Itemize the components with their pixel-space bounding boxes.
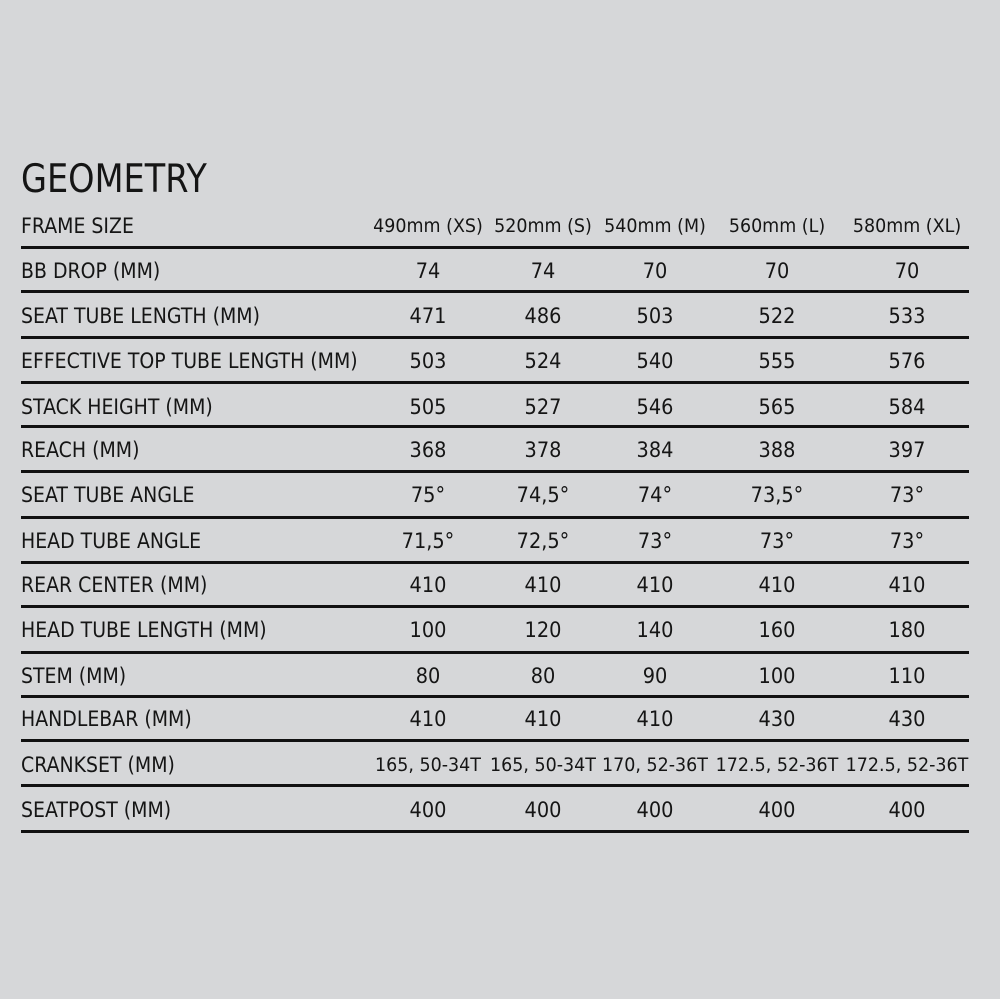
cell-value: 70: [642, 259, 668, 283]
cell-value: 140: [636, 618, 674, 642]
cell-value: 505: [409, 395, 447, 419]
row-divider: [21, 381, 969, 384]
cell-value: 73°: [889, 483, 925, 507]
cell-value: 410: [888, 573, 926, 597]
cell-value: 71,5°: [401, 529, 455, 553]
cell-value: 74,5°: [516, 483, 570, 507]
frame-size-label: FRAME SIZE: [21, 214, 134, 238]
row-label: HANDLEBAR (MM): [21, 707, 192, 731]
size-header: 560mm (L): [728, 215, 826, 237]
cell-value: 378: [524, 438, 562, 462]
row-divider: [21, 561, 969, 564]
cell-value: 400: [888, 798, 926, 822]
row-label: STEM (MM): [21, 664, 127, 688]
cell-value: 80: [415, 664, 441, 688]
cell-value: 172.5, 52-36T: [715, 754, 839, 776]
row-divider: [21, 739, 969, 742]
cell-value: 410: [409, 573, 447, 597]
row-divider: [21, 695, 969, 698]
row-label: CRANKSET (MM): [21, 753, 175, 777]
cell-value: 165, 50-34T: [490, 754, 596, 776]
cell-value: 388: [758, 438, 796, 462]
size-header: 520mm (S): [494, 215, 592, 237]
cell-value: 90: [642, 664, 668, 688]
row-divider: [21, 246, 969, 249]
row-divider: [21, 605, 969, 608]
row-label: EFFECTIVE TOP TUBE LENGTH (MM): [21, 349, 358, 373]
cell-value: 471: [409, 304, 447, 328]
cell-value: 400: [409, 798, 447, 822]
cell-value: 533: [888, 304, 926, 328]
row-label: REAR CENTER (MM): [21, 573, 208, 597]
row-label: SEAT TUBE LENGTH (MM): [21, 304, 260, 328]
cell-value: 410: [636, 573, 674, 597]
cell-value: 368: [409, 438, 447, 462]
cell-value: 410: [758, 573, 796, 597]
cell-value: 524: [524, 349, 562, 373]
cell-value: 584: [888, 395, 926, 419]
cell-value: 400: [524, 798, 562, 822]
cell-value: 120: [524, 618, 562, 642]
page-title: GEOMETRY: [21, 157, 207, 202]
row-divider: [21, 470, 969, 473]
cell-value: 110: [888, 664, 926, 688]
row-label: SEATPOST (MM): [21, 798, 172, 822]
row-label: HEAD TUBE ANGLE: [21, 529, 202, 553]
cell-value: 503: [409, 349, 447, 373]
row-label: HEAD TUBE LENGTH (MM): [21, 618, 267, 642]
cell-value: 100: [409, 618, 447, 642]
cell-value: 400: [636, 798, 674, 822]
cell-value: 410: [524, 573, 562, 597]
row-label: SEAT TUBE ANGLE: [21, 483, 195, 507]
row-divider: [21, 290, 969, 293]
cell-value: 555: [758, 349, 796, 373]
cell-value: 503: [636, 304, 674, 328]
size-header: 540mm (M): [604, 215, 706, 237]
cell-value: 75°: [410, 483, 446, 507]
cell-value: 172.5, 52-36T: [845, 754, 969, 776]
row-divider: [21, 830, 969, 833]
cell-value: 73°: [889, 529, 925, 553]
cell-value: 74: [415, 259, 441, 283]
cell-value: 74: [530, 259, 556, 283]
cell-value: 80: [530, 664, 556, 688]
cell-value: 410: [636, 707, 674, 731]
cell-value: 400: [758, 798, 796, 822]
row-divider: [21, 651, 969, 654]
cell-value: 73°: [637, 529, 673, 553]
row-label: BB DROP (MM): [21, 259, 161, 283]
cell-value: 486: [524, 304, 562, 328]
cell-value: 397: [888, 438, 926, 462]
cell-value: 522: [758, 304, 796, 328]
cell-value: 160: [758, 618, 796, 642]
cell-value: 430: [758, 707, 796, 731]
size-header: 580mm (XL): [852, 215, 962, 237]
cell-value: 70: [894, 259, 920, 283]
cell-value: 170, 52-36T: [602, 754, 708, 776]
cell-value: 410: [409, 707, 447, 731]
cell-value: 576: [888, 349, 926, 373]
cell-value: 73°: [759, 529, 795, 553]
cell-value: 100: [758, 664, 796, 688]
row-divider: [21, 516, 969, 519]
cell-value: 410: [524, 707, 562, 731]
row-label: REACH (MM): [21, 438, 140, 462]
cell-value: 565: [758, 395, 796, 419]
cell-value: 180: [888, 618, 926, 642]
row-divider: [21, 425, 969, 428]
cell-value: 540: [636, 349, 674, 373]
row-divider: [21, 784, 969, 787]
row-label: STACK HEIGHT (MM): [21, 395, 213, 419]
cell-value: 384: [636, 438, 674, 462]
cell-value: 72,5°: [516, 529, 570, 553]
cell-value: 527: [524, 395, 562, 419]
size-header: 490mm (XS): [373, 215, 483, 237]
cell-value: 546: [636, 395, 674, 419]
cell-value: 73,5°: [750, 483, 804, 507]
cell-value: 74°: [637, 483, 673, 507]
cell-value: 70: [764, 259, 790, 283]
cell-value: 430: [888, 707, 926, 731]
cell-value: 165, 50-34T: [375, 754, 481, 776]
row-divider: [21, 336, 969, 339]
